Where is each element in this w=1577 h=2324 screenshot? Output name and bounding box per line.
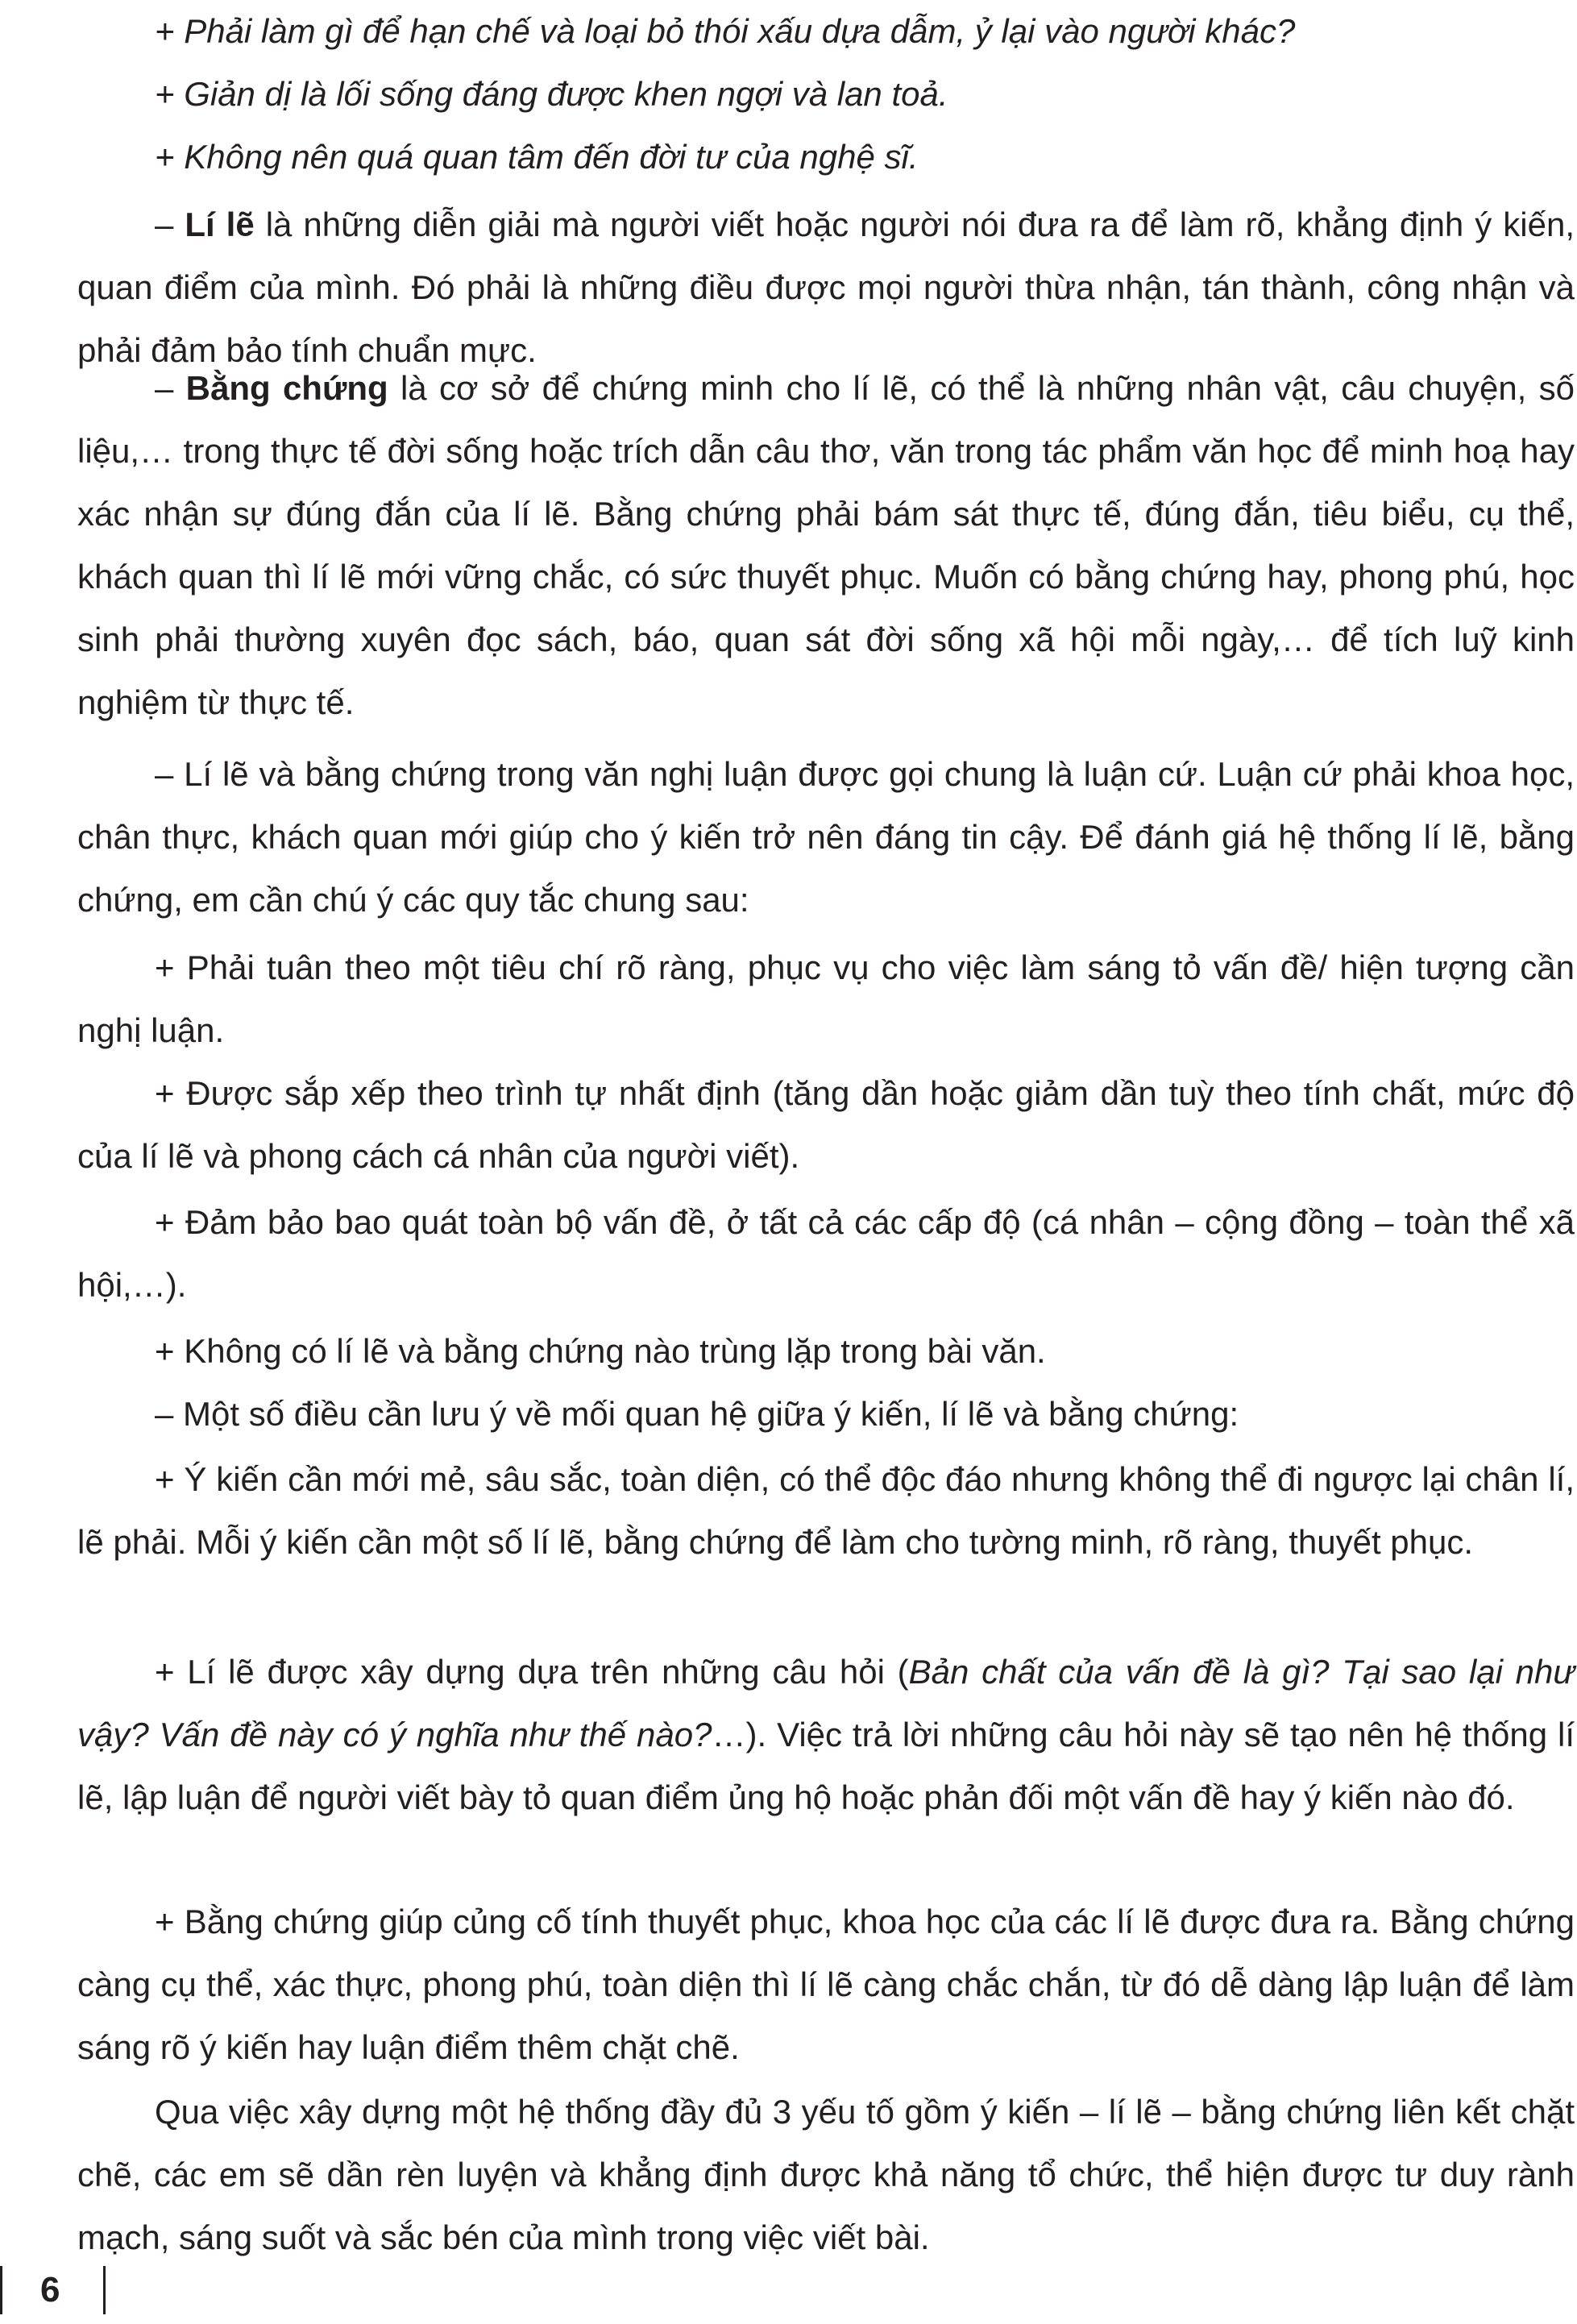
dash-marker: – (155, 369, 186, 407)
relation-item-3: + Bằng chứng giúp củng cố tính thuyết phục, khoa học của các lí lẽ được đưa ra. Bằng chứng càng cụ thể, xác thực, phong phú, toàn diện thì lí lẽ càng chắc chắn, từ đó dễ dàng lập luận để làm sáng rõ ý kiến hay luận điểm thêm chặt chẽ. (77, 1903, 1575, 2066)
bullet-item-2: + Giản dị là lối sống đáng được khen ngợi và lan toả. (155, 75, 948, 113)
relation-item-1: + Ý kiến cần mới mẻ, sâu sắc, toàn diện, có thể độc đáo nhưng không thể đi ngược lại chân lí, lẽ phải. Mỗi ý kiến cần một số lí lẽ, bằng chứng để làm cho tường minh, rõ ràng, thuyết phục. (77, 1460, 1575, 1561)
rule-item-3: + Đảm bảo bao quát toàn bộ vấn đề, ở tất cả các cấp độ (cá nhân – cộng đồng – toàn thể xã hội,…). (77, 1203, 1575, 1304)
bullet-item-3: + Không nên quá quan tâm đến đời tư của nghệ sĩ. (155, 138, 919, 176)
page-number: 6 (40, 2270, 60, 2309)
relation-item-2 (77, 1641, 1575, 1829)
bullet-item-1: + Phải làm gì để hạn chế và loại bỏ thói xấu dựa dẫm, ỷ lại vào người khác? (155, 12, 1296, 50)
paragraph-text: + Lí lẽ được xây dựng dựa trên những câu hỏi ( (155, 1653, 909, 1691)
paragraph-li-le (77, 193, 1575, 382)
italic-questions: Bản chất của vấn đề là gì? Tại sao lại như vậy? Vấn đề này có ý nghĩa như thế nào? (77, 1653, 1575, 1753)
term-bang-chung: Bằng chứng (185, 369, 388, 407)
dash-marker: – (155, 205, 185, 243)
term-li-le: Lí lẽ (185, 205, 255, 243)
paragraph-bang-chung (77, 357, 1575, 734)
rule-item-2: + Được sắp xếp theo trình tự nhất định (tăng dần hoặc giảm dần tuỳ theo tính chất, mức độ của lí lẽ và phong cách cá nhân của người viết). (77, 1074, 1575, 1175)
paragraph-relationship: – Một số điều cần lưu ý về mối quan hệ giữa ý kiến, lí lẽ và bằng chứng: (155, 1395, 1239, 1433)
page-number-right-rule (103, 2266, 106, 2314)
paragraph-text: là cơ sở để chứng minh cho lí lẽ, có thể là những nhân vật, câu chuyện, số liệu,… trong thực tế đời sống hoặc trích dẫn câu thơ, văn trong tác phẩm văn học để minh hoạ hay xác nhận sự đúng đắn của lí lẽ. Bằng chứng phải bám sát thực tế, đúng đắn, tiêu biểu, cụ thể, khách quan thì lí lẽ mới vững chắc, có sức thuyết phục. Muốn có bằng chứng hay, phong phú, học sinh phải thường xuyên đọc sách, báo, quan sát đời sống xã hội mỗi ngày,… để tích luỹ kinh nghiệm từ thực tế. (77, 369, 1575, 721)
page-number-left-rule (0, 2266, 2, 2314)
rule-item-1: + Phải tuân theo một tiêu chí rõ ràng, phục vụ cho việc làm sáng tỏ vấn đề/ hiện tượng cần nghị luận. (77, 948, 1575, 1049)
paragraph-text: là những diễn giải mà người viết hoặc người nói đưa ra để làm rõ, khẳng định ý kiến, quan điểm của mình. Đó phải là những điều được mọi người thừa nhận, tán thành, công nhận và phải đảm bảo tính chuẩn mực. (77, 205, 1575, 369)
paragraph-text: …). Việc trả lời những câu hỏi này sẽ tạo nên hệ thống lí lẽ, lập luận để người viết bày tỏ quan điểm ủng hộ hoặc phản đối một vấn đề hay ý kiến nào đó. (77, 1716, 1575, 1816)
paragraph-conclusion: Qua việc xây dựng một hệ thống đầy đủ 3 yếu tố gồm ý kiến – lí lẽ – bằng chứng liên kết chặt chẽ, các em sẽ dần rèn luyện và khẳng định được khả năng tổ chức, thể hiện được tư duy rành mạch, sáng suốt và sắc bén của mình trong việc viết bài. (77, 2093, 1575, 2256)
rule-item-4: + Không có lí lẽ và bằng chứng nào trùng lặp trong bài văn. (155, 1332, 1046, 1370)
paragraph-luan-cu: – Lí lẽ và bằng chứng trong văn nghị luận được gọi chung là luận cứ. Luận cứ phải khoa học, chân thực, khách quan mới giúp cho ý kiến trở nên đáng tin cậy. Để đánh giá hệ thống lí lẽ, bằng chứng, em cần chú ý các quy tắc chung sau: (77, 755, 1575, 919)
